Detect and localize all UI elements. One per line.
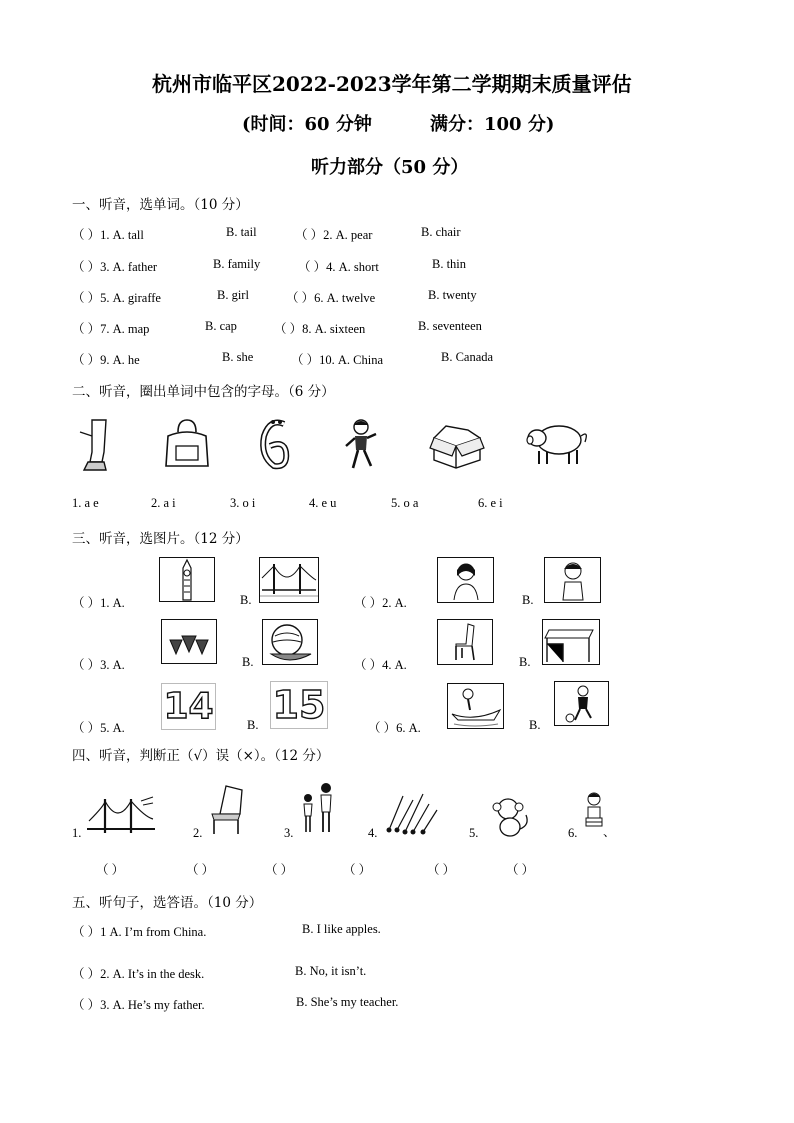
- arrows-icon: [383, 790, 441, 836]
- bag-icon: [162, 418, 212, 470]
- s1-q5-b: B. girl: [217, 288, 249, 302]
- s1-q7: （ ）7. A. map: [72, 322, 150, 336]
- pig-icon: [525, 418, 591, 468]
- s1-q2-b: B. chair: [421, 225, 461, 239]
- s2-option-5: 5. o a: [391, 496, 419, 510]
- six-icon: [256, 416, 292, 472]
- leg-icon: [78, 418, 114, 474]
- number-15-picture: [270, 681, 328, 729]
- two-boys-icon: [298, 780, 338, 836]
- s2-option-2: 2. a i: [151, 496, 176, 510]
- number-14: 14: [163, 686, 214, 727]
- s1-q6: （ ）6. A. twelve: [286, 291, 376, 305]
- exam-time: (时间：60 分钟: [242, 114, 372, 135]
- s4-blank-6: （ ）: [506, 863, 535, 877]
- s5-q2-b: B. No, it isn’t.: [295, 964, 367, 978]
- s4-num-4: 4.: [368, 826, 378, 840]
- s3-q5-label: （ ）5. A.: [72, 721, 125, 735]
- s2-option-3: 3. o i: [230, 496, 256, 510]
- s3-q2-b-label: B.: [522, 593, 534, 607]
- s3-q1-label: （ ）1. A.: [72, 596, 125, 610]
- box-icon: [428, 418, 486, 470]
- page-title: 杭州市临平区2022-2023学年第二学期期末质量评估: [152, 72, 632, 96]
- s5-q1-b: B. I like apples.: [302, 922, 381, 936]
- s1-q6-b: B. twenty: [428, 288, 477, 302]
- s1-q8-b: B. seventeen: [418, 319, 482, 333]
- s3-q2-label: （ ）2. A.: [354, 596, 407, 610]
- s4-blank-3: （ ）: [265, 863, 294, 877]
- chair-picture: [437, 619, 493, 665]
- s5-q2: （ ）2. A. It’s in the desk.: [72, 967, 205, 981]
- s1-q4: （ ）4. A. short: [298, 260, 379, 274]
- s1-q5: （ ）5. A. giraffe: [72, 291, 161, 305]
- s4-num-6: 6.: [568, 826, 578, 840]
- s3-q3-b-label: B.: [242, 655, 254, 669]
- s4-num-2: 2.: [193, 826, 203, 840]
- s5-q3-b: B. She’s my teacher.: [296, 995, 399, 1009]
- bridge-picture: [259, 557, 319, 603]
- s2-option-6: 6. e i: [478, 496, 503, 510]
- s1-q3-b: B. family: [213, 257, 261, 271]
- section-4-heading: 四、听音，判断正（√）误（×）。（12 分）: [72, 748, 330, 764]
- s5-q3: （ ）3. A. He’s my father.: [72, 998, 205, 1012]
- s4-blank-2: （ ）: [186, 863, 215, 877]
- s2-option-1: 1. a e: [72, 496, 99, 510]
- s4-blank-4: （ ）: [343, 863, 372, 877]
- chair-icon: [208, 784, 246, 836]
- section-2-heading: 二、听音，圈出单词中包含的字母。（6 分）: [72, 384, 335, 400]
- s3-q1-b-label: B.: [240, 593, 252, 607]
- s1-q4-b: B. thin: [432, 257, 467, 271]
- boat-picture: [447, 683, 504, 729]
- desk-picture: [542, 619, 600, 665]
- s4-tick: 、: [603, 825, 616, 839]
- exam-score: 满分：100 分): [430, 114, 555, 135]
- s4-num-5: 5.: [469, 826, 479, 840]
- big-ben-picture: [159, 557, 215, 602]
- s3-q5-b-label: B.: [247, 718, 259, 732]
- s3-q3-label: （ ）3. A.: [72, 658, 125, 672]
- football-picture: [554, 681, 609, 726]
- monkey-icon: [486, 795, 532, 839]
- s5-q1: （ ）1 A. I’m from China.: [72, 925, 207, 939]
- woman-picture: [437, 557, 494, 603]
- strawberries-picture: [161, 619, 217, 664]
- boy-picture: [544, 557, 601, 603]
- s3-q4-label: （ ）4. A.: [354, 658, 407, 672]
- s1-q7-b: B. cap: [205, 319, 237, 333]
- s1-q3: （ ）3. A. father: [72, 260, 158, 274]
- s1-q2: （ ）2. A. pear: [295, 228, 373, 242]
- s2-option-4: 4. e u: [309, 496, 337, 510]
- s3-q6-label: （ ）6. A.: [368, 721, 421, 735]
- section-1-heading: 一、听音，选单词。（10 分）: [72, 197, 249, 213]
- number-14-picture: [161, 683, 216, 730]
- bridge-icon: [87, 795, 155, 839]
- s1-q1: （ ）1. A. tall: [72, 228, 144, 242]
- section-5-heading: 五、听句子，选答语。（10 分）: [72, 895, 263, 911]
- running-boy-icon: [343, 418, 379, 472]
- s1-q10: （ ）10. A. China: [291, 353, 384, 367]
- s4-blank-5: （ ）: [427, 863, 456, 877]
- s1-q1-b: B. tail: [226, 225, 257, 239]
- s3-q6-b-label: B.: [529, 718, 541, 732]
- section-3-heading: 三、听音，选图片。（12 分）: [72, 531, 249, 547]
- part-title: 听力部分（50 分）: [311, 157, 469, 178]
- s3-q4-b-label: B.: [519, 655, 531, 669]
- s1-q8: （ ）8. A. sixteen: [274, 322, 366, 336]
- number-15: 15: [272, 683, 326, 727]
- s1-q9: （ ）9. A. he: [72, 353, 140, 367]
- s4-num-3: 3.: [284, 826, 294, 840]
- s4-num-1: 1.: [72, 826, 82, 840]
- watermelon-picture: [262, 619, 318, 665]
- s4-blank-1: （ ）: [96, 863, 125, 877]
- s1-q9-b: B. she: [222, 350, 254, 364]
- s1-q10-b: B. Canada: [441, 350, 494, 364]
